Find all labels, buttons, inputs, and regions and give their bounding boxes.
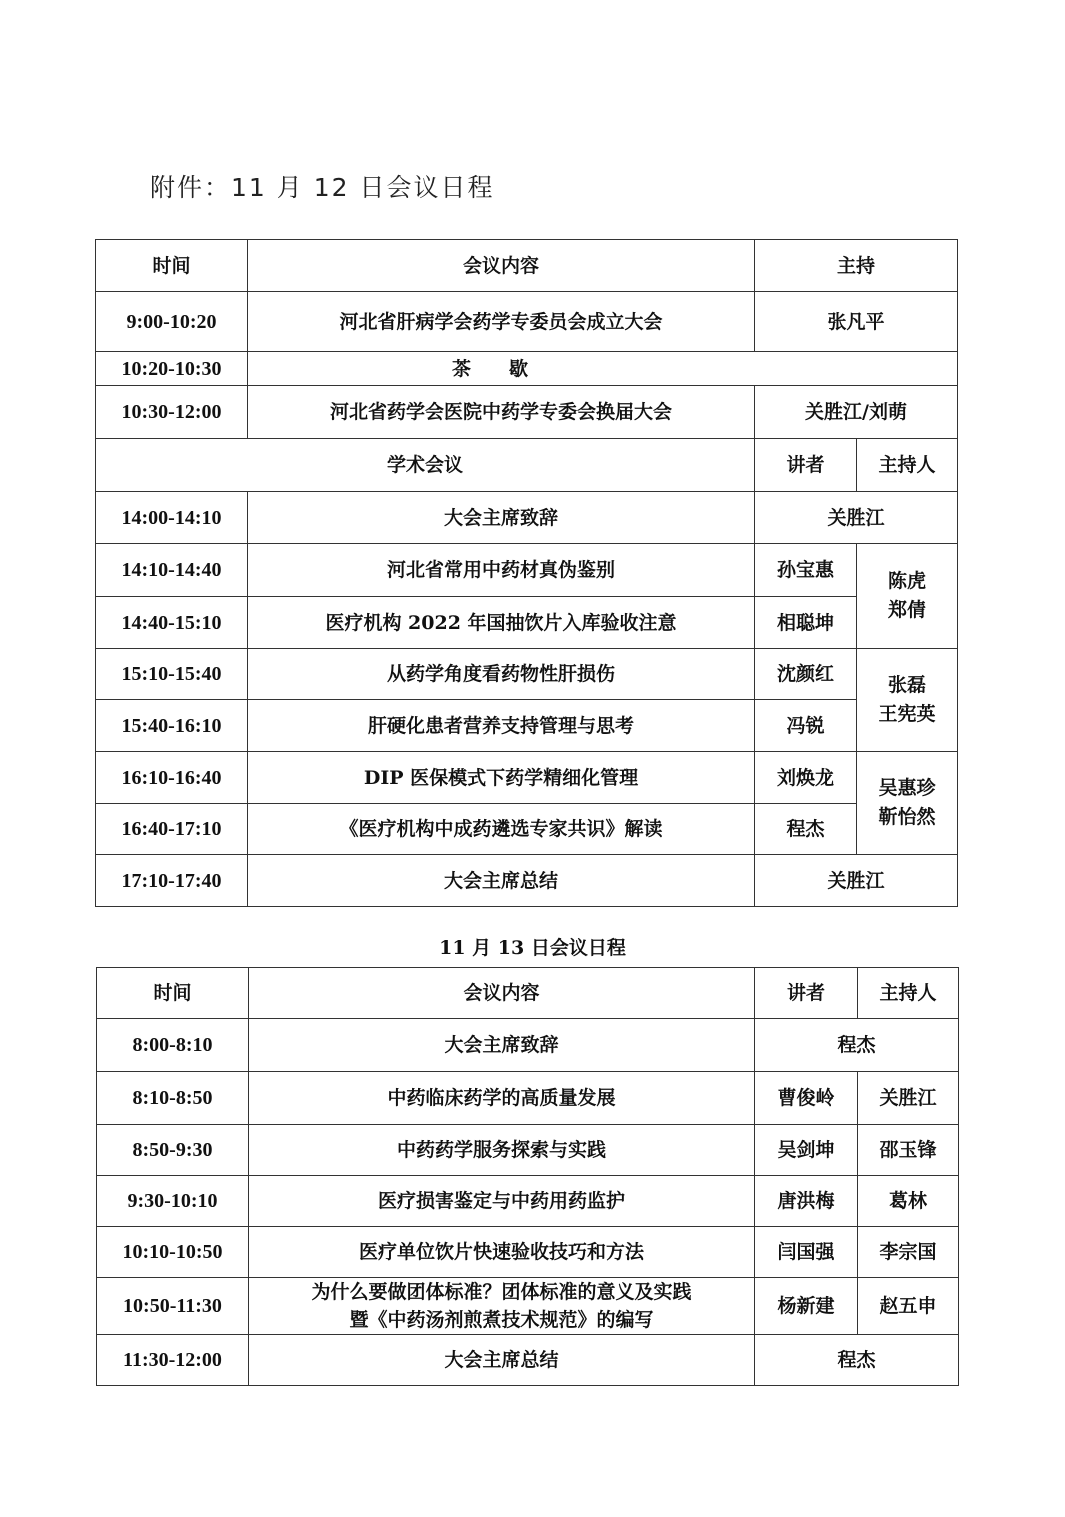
session-time: 15:10-15:40 — [96, 649, 248, 700]
session-speaker: 曹俊岭 — [755, 1072, 858, 1125]
header-moderator: 主持人 — [857, 439, 958, 492]
moderator-name: 靳怡然 — [878, 806, 936, 828]
table-row — [97, 1227, 959, 1278]
header-content: 会议内容 — [248, 240, 755, 292]
session-time: 14:40-15:10 — [96, 597, 248, 649]
session-content: 《医疗机构中成药遴选专家共识》解读 — [248, 804, 755, 855]
session-moderator: 赵五申 — [858, 1278, 959, 1335]
session-time: 15:40-16:10 — [96, 700, 248, 752]
session-speaker: 杨新建 — [755, 1278, 858, 1335]
table-row — [97, 1125, 959, 1176]
session-speaker: 刘焕龙 — [755, 752, 857, 804]
session-moderators — [857, 544, 958, 649]
session-content: 河北省常用中药材真伪鉴别 — [248, 544, 755, 597]
session-time: 8:50-9:30 — [97, 1125, 249, 1176]
session-speaker: 程杰 — [755, 1019, 959, 1072]
header-moderator: 主持人 — [858, 968, 959, 1019]
session-speaker: 关胜江 — [755, 855, 958, 907]
session-time: 10:10-10:50 — [97, 1227, 249, 1278]
session-content: 河北省肝病学会药学专委员会成立大会 — [248, 292, 755, 352]
tea-break-label: 茶 歇 — [248, 352, 958, 386]
moderator-name: 郑倩 — [888, 599, 927, 621]
table-row — [96, 544, 958, 597]
session-host: 张凡平 — [755, 292, 958, 352]
session-moderator: 李宗国 — [858, 1227, 959, 1278]
table-row — [96, 292, 958, 352]
table-row — [96, 649, 958, 700]
session-speaker: 关胜江 — [755, 492, 958, 544]
session-content: 大会主席致辞 — [248, 492, 755, 544]
moderator-name: 陈虎 — [888, 570, 927, 592]
table-row — [97, 1335, 959, 1386]
session-moderator: 关胜江 — [858, 1072, 959, 1125]
session-content — [249, 1278, 755, 1335]
session-content-line: 为什么要做团体标准？团体标准的意义及实践 — [311, 1281, 692, 1303]
session-time: 10:30-12:00 — [96, 386, 248, 439]
session-content: 大会主席致辞 — [249, 1019, 755, 1072]
table-row — [96, 752, 958, 804]
header-speaker: 讲者 — [755, 968, 858, 1019]
session-speaker: 吴剑坤 — [755, 1125, 858, 1176]
table-row — [96, 597, 958, 649]
moderator-name: 张磊 — [888, 674, 927, 696]
moderator-name: 王宪英 — [878, 703, 936, 725]
header-host: 主持 — [755, 240, 958, 292]
session-time: 16:10-16:40 — [96, 752, 248, 804]
session-content-line: 暨《中药汤剂煎煮技术规范》的编写 — [349, 1309, 654, 1331]
moderator-name: 吴惠珍 — [878, 777, 936, 799]
table-row — [96, 855, 958, 907]
header-content: 会议内容 — [249, 968, 755, 1019]
session-time: 17:10-17:40 — [96, 855, 248, 907]
session-time: 9:00-10:20 — [96, 292, 248, 352]
session-time: 8:00-8:10 — [97, 1019, 249, 1072]
day1-header-row — [96, 240, 958, 292]
session-content: 肝硬化患者营养支持管理与思考 — [248, 700, 755, 752]
session-speaker: 孙宝惠 — [755, 544, 857, 597]
session-time: 10:20-10:30 — [96, 352, 248, 386]
session-moderator: 邵玉锋 — [858, 1125, 959, 1176]
session-content: 大会主席总结 — [249, 1335, 755, 1386]
table-row — [97, 1019, 959, 1072]
table-row — [97, 1072, 959, 1125]
table-row — [96, 386, 958, 439]
table-row-break — [96, 352, 958, 386]
session-content: 大会主席总结 — [248, 855, 755, 907]
session-content: 医疗损害鉴定与中药用药监护 — [249, 1176, 755, 1227]
session-speaker: 唐洪梅 — [755, 1176, 858, 1227]
table-row — [96, 700, 958, 752]
session-speaker: 相聪坤 — [755, 597, 857, 649]
session-moderators — [857, 649, 958, 752]
header-time: 时间 — [96, 240, 248, 292]
table-row — [96, 804, 958, 855]
session-speaker: 沈颜红 — [755, 649, 857, 700]
session-time: 10:50-11:30 — [97, 1278, 249, 1335]
session-speaker: 闫国强 — [755, 1227, 858, 1278]
session-speaker: 冯锐 — [755, 700, 857, 752]
session-time: 14:00-14:10 — [96, 492, 248, 544]
session-content: DIP 医保模式下药学精细化管理 — [248, 752, 755, 804]
header-time: 时间 — [97, 968, 249, 1019]
academic-header-row — [96, 439, 958, 492]
session-time: 8:10-8:50 — [97, 1072, 249, 1125]
session-content: 从药学角度看药物性肝损伤 — [248, 649, 755, 700]
session-content: 中药药学服务探索与实践 — [249, 1125, 755, 1176]
header-speaker: 讲者 — [755, 439, 857, 492]
table-row — [96, 492, 958, 544]
session-content: 医疗机构 2022 年国抽饮片入库验收注意 — [248, 597, 755, 649]
day1-schedule-table — [95, 239, 958, 907]
day2-title: 11 月 13 日会议日程 — [439, 937, 626, 959]
session-time: 16:40-17:10 — [96, 804, 248, 855]
session-time: 11:30-12:00 — [97, 1335, 249, 1386]
session-speaker: 程杰 — [755, 804, 857, 855]
session-content: 医疗单位饮片快速验收技巧和方法 — [249, 1227, 755, 1278]
session-moderator: 葛林 — [858, 1176, 959, 1227]
document-title: 附件：11 月 12 日会议日程 — [150, 173, 495, 202]
day2-header-row — [97, 968, 959, 1019]
session-time: 9:30-10:10 — [97, 1176, 249, 1227]
day2-schedule-table — [96, 967, 959, 1386]
table-row — [97, 1278, 959, 1335]
session-content: 河北省药学会医院中药学专委会换届大会 — [248, 386, 755, 439]
session-time: 14:10-14:40 — [96, 544, 248, 597]
table-row — [97, 1176, 959, 1227]
session-host: 关胜江/刘萌 — [755, 386, 958, 439]
session-moderators — [857, 752, 958, 855]
session-content: 中药临床药学的高质量发展 — [249, 1072, 755, 1125]
academic-title: 学术会议 — [96, 439, 755, 492]
session-speaker: 程杰 — [755, 1335, 959, 1386]
